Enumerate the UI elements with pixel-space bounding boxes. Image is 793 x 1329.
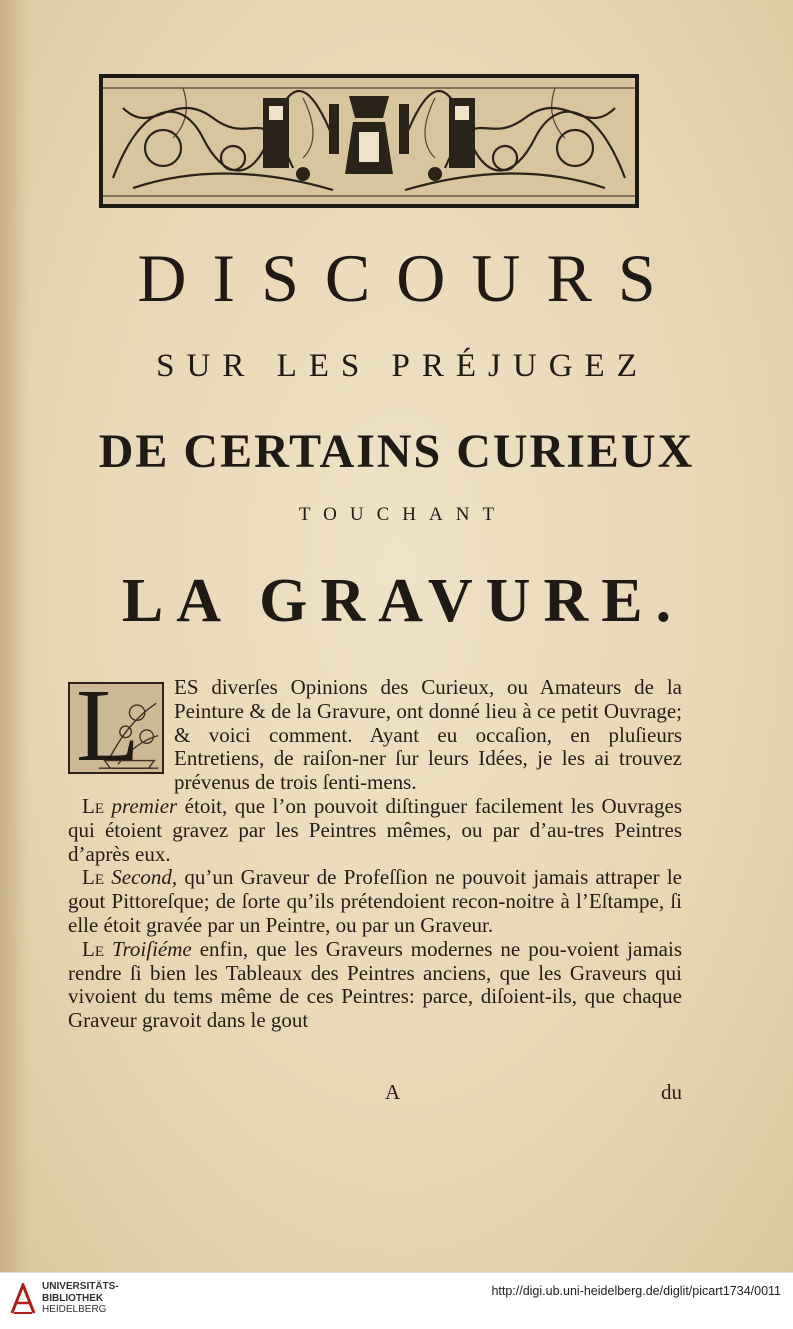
title-discours: DISCOURS <box>137 240 682 316</box>
title-sur-les-prejugez: SUR LES PRÉJUGEZ <box>156 348 649 384</box>
paragraph-4 <box>68 938 682 1033</box>
logo-line-2: BIBLIOTHEK <box>42 1292 104 1304</box>
title-de-certains-curieux: DE CERTAINS CURIEUX <box>98 425 695 478</box>
title-la-gravure: LA GRAVURE. <box>121 567 685 635</box>
title-touchant: TOUCHANT <box>298 504 508 525</box>
paragraph-3-text: , qu’un Graveur de Profeſſion ne pouvoit jamais attraper le gout Pittoreſque; de ſorte qu’ils prétendoient recon-noitre à l’Eſtampe, ſi elle étoit gravée par un Peintre, ou par un Graveur. <box>68 865 682 937</box>
paragraph-2-lead: Le <box>82 793 104 818</box>
paragraph-3-italic: Second <box>111 865 172 890</box>
ornament-graphic <box>103 78 635 204</box>
permalink-url[interactable]: http://digi.ub.uni-heidelberg.de/diglit/picart1734/0011 <box>491 1284 781 1298</box>
paragraph-3-lead: Le <box>82 865 104 890</box>
paragraph-2-text: étoit, que l’on pouvoit diſtinguer facilement les Ouvrages qui étoient gravez par les Peintres mêmes, ou par d’au-tres Peintres d’après eux. <box>68 793 682 866</box>
paragraph-3 <box>68 866 682 937</box>
signature-mark: A <box>385 1080 401 1104</box>
paragraph-2-italic: premier <box>111 793 178 818</box>
headpiece-ornament <box>99 74 639 208</box>
page-foot <box>68 1080 682 1104</box>
logo-line-3: HEIDELBERG <box>42 1304 107 1315</box>
university-logo-text[interactable] <box>42 1281 119 1316</box>
university-logo-icon[interactable] <box>10 1283 36 1315</box>
catchword: du <box>661 1080 682 1104</box>
logo-line-1: UNIVERSITÄTS- <box>42 1281 119 1292</box>
body-text <box>68 668 682 1033</box>
drop-cap-letter: L <box>76 668 140 783</box>
paragraph-4-italic: Troiſiéme <box>112 936 192 961</box>
paragraph-2 <box>68 795 682 866</box>
paragraph-4-text: enfin, que les Graveurs modernes ne pou-voient jamais rendre ſi bien les Tableaux des Peintres anciens, que les Graveurs qui vivoient du tems même de ces Peintres: parce, diſoient-ils, que chaque Graveur gravoit dans le gout <box>68 936 682 1033</box>
paragraph-1: ES diverſes Opinions des Curieux, ou Amateurs de la Peinture & de la Gravure, ont donné lieu à ce petit Ouvrage; & voici comment. Ayant eu occaſion, en pluſieurs Entretiens, de raiſon-ner ſur leurs Idées, je les ai trouvez prévenus de trois ſenti-mens. <box>174 675 682 795</box>
paragraph-4-lead: Le <box>82 936 104 961</box>
drop-cap-initial <box>68 668 164 783</box>
